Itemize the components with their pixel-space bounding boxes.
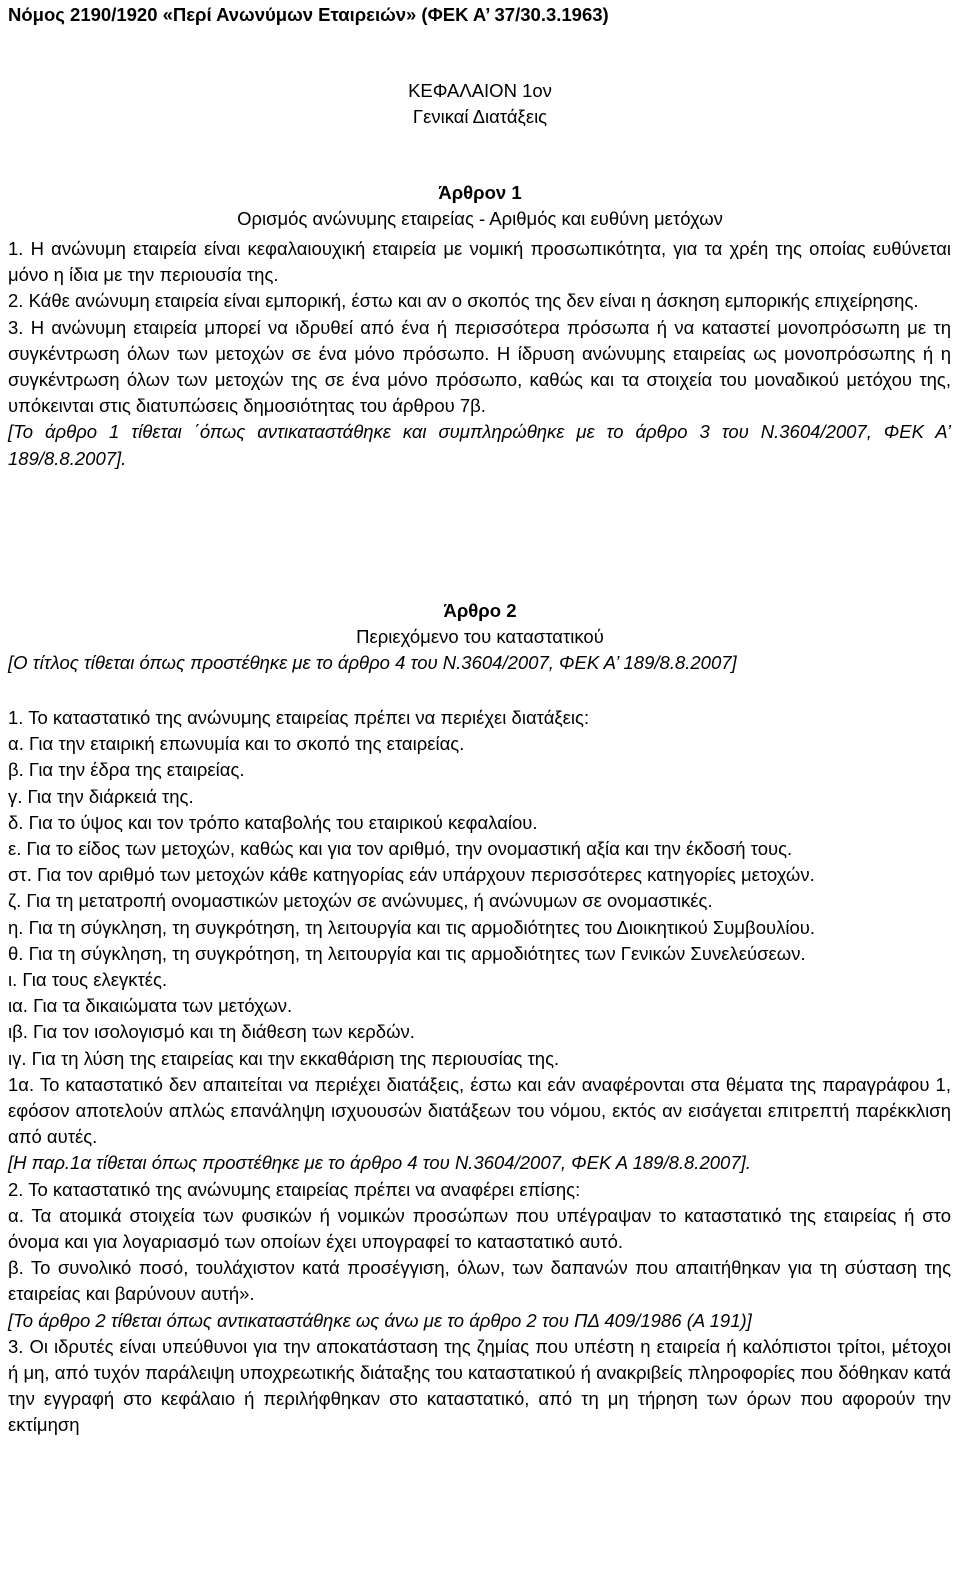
list-item: β. Για την έδρα της εταιρείας. bbox=[8, 759, 245, 781]
article-2-body bbox=[8, 705, 951, 1439]
article-2-paragraph-1-intro: 1. Το καταστατικό της ανώνυμης εταιρείας πρέπει να περιέχει διατάξεις: bbox=[8, 707, 590, 728]
article-1-subtitle: Ορισμός ανώνυμης εταιρείας - Αριθμός και ευθύνη μετόχων bbox=[237, 208, 723, 229]
article-1-paragraph-1: 1. Η ανώνυμη εταιρεία είναι κεφαλαιουχική εταιρεία με νομική προσωπικότητα, για τα χρέη της οποίας ευθύνεται μόνο η ίδια με την περιουσία της. bbox=[8, 238, 951, 286]
article-2-subtitle: Περιεχόμενο του καταστατικού bbox=[356, 626, 604, 647]
article-1-amendment-note: [Το άρθρο 1 τίθεται ΄όπως αντικαταστάθηκε και συμπληρώθηκε με το άρθρο 3 του Ν.3604/2007, ΦΕΚ Α’ 189/8.8.2007]. bbox=[8, 421, 951, 469]
document-title: Νόμος 2190/1920 «Περί Ανωνύμων Εταιρειών» (ΦΕΚ Α’ 37/30.3.1963) bbox=[8, 4, 609, 25]
list-item: γ. Για την διάρκειά της. bbox=[8, 785, 194, 807]
list-item: η. Για τη σύγκληση, τη συγκρότηση, τη λειτουργία και τις αρμοδιότητες του Διοικητικού Συμβουλίου. bbox=[8, 916, 816, 938]
article-1-paragraph-2: 2. Κάθε ανώνυμη εταιρεία είναι εμπορική, έστω και αν ο σκοπός της δεν είναι η άσκηση εμπορικής επιχείρησης. bbox=[8, 290, 919, 312]
list-item: ε. Για το είδος των μετοχών, καθώς και για τον αριθμό, την ονομαστική αξία και την έκδοσή τους. bbox=[8, 838, 793, 860]
article-1-heading: Άρθρον 1 bbox=[438, 182, 522, 203]
list-item: ιβ. Για τον ισολογισμό και τη διάθεση των κερδών. bbox=[8, 1021, 415, 1043]
article-1-body bbox=[8, 236, 951, 472]
article-2-paragraph-1a-note: [Η παρ.1α τίθεται όπως προστέθηκε με το άρθρο 4 του Ν.3604/2007, ΦΕΚ Α 189/8.8.2007]. bbox=[8, 1152, 751, 1174]
article-2-paragraph-1a: 1α. Το καταστατικό δεν απαιτείται να περιέχει διατάξεις, έστω και εάν αναφέρονται στα θέματα της παραγράφου 1, εφόσον αποτελούν απλώς επανάληψη ισχυουσών διατάξεων του νόμου, εκτός αν εισάγεται επιτρεπτή παρέκκλιση από αυτές. bbox=[8, 1073, 951, 1148]
article-2-heading: Άρθρο 2 bbox=[443, 600, 517, 621]
article-2-amendment-note: [Το άρθρο 2 τίθεται όπως αντικαταστάθηκε ως άνω με το άρθρο 2 του ΠΔ 409/1986 (Α 191)] bbox=[8, 1309, 752, 1331]
article-2-paragraph-2-intro: 2. Το καταστατικό της ανώνυμης εταιρείας πρέπει να αναφέρει επίσης: bbox=[8, 1178, 581, 1200]
list-item: θ. Για τη σύγκληση, τη συγκρότηση, τη λειτουργία και τις αρμοδιότητες των Γενικών Συνελεύσεων. bbox=[8, 942, 806, 964]
list-item: στ. Για τον αριθμό των μετοχών κάθε κατηγορίας εάν υπάρχουν περισσότερες κατηγορίες μετοχών. bbox=[8, 864, 815, 886]
list-item: ια. Για τα δικαιώματα των μετόχων. bbox=[8, 995, 293, 1017]
article-2-paragraph-3: 3. Οι ιδρυτές είναι υπεύθυνοι για την αποκατάσταση της ζημίας που υπέστη η εταιρεία ή καλόπιστοι τρίτοι, μέτοχοι ή μη, από τυχόν παράλειψη υποχρεωτικής διάταξης του καταστατικού ή ανακριβείς πληροφορίες που δόθηκαν κατά την εγγραφή στο κεφάλαιο ή περιλήφθηκαν στο καταστατικό, από τη μη τήρηση των όρων που αφορούν την εκτίμηση bbox=[8, 1335, 951, 1436]
article-2-title-note: [Ο τίτλος τίθεται όπως προστέθηκε με το άρθρο 4 του Ν.3604/2007, ΦΕΚ Α’ 189/8.8.2007] bbox=[8, 652, 737, 673]
list-item: δ. Για το ύψος και τον τρόπο καταβολής του εταιρικού κεφαλαίου. bbox=[8, 811, 538, 833]
list-item: ι. Για τους ελεγκτές. bbox=[8, 969, 168, 991]
chapter-subheading: Γενικαί Διατάξεις bbox=[412, 106, 548, 127]
chapter-heading: ΚΕΦΑΛΑΙΟΝ 1ον bbox=[408, 80, 552, 101]
list-item: ζ. Για τη μετατροπή ονομαστικών μετοχών σε ανώνυμες, ή ανώνυμων σε ονομαστικές. bbox=[8, 890, 713, 912]
list-item: α. Τα ατομικά στοιχεία των φυσικών ή νομικών προσώπων που υπέγραψαν το καταστατικό της εταιρείας ή στο όνομα και για λογαριασμό των οποίων έχει υπογραφεί το καταστατικό αυτό. bbox=[8, 1204, 951, 1253]
list-item: β. Το συνολικό ποσό, τουλάχιστον κατά προσέγγιση, όλων, των δαπανών που απαιτήθηκαν για τη σύσταση της εταιρείας και βαρύνουν αυτή». bbox=[8, 1257, 951, 1305]
article-1-paragraph-3: 3. Η ανώνυμη εταιρεία μπορεί να ιδρυθεί από ένα ή περισσότερα πρόσωπα ή να καταστεί μονοπρόσωπη με τη συγκέντρωση όλων των μετοχών σε ένα μόνο πρόσωπο. Η ίδρυση ανώνυμης εταιρείας ως μονοπρόσωπης ή η συγκέντρωση όλων των μετοχών της σε ένα μόνο πρόσωπο, καθώς και τα στοιχεία του μοναδικού μετόχου της, υπόκεινται στις διατυπώσεις δημοσιότητας του άρθρου 7β. bbox=[8, 316, 951, 417]
list-item: α. Για την εταιρική επωνυμία και το σκοπό της εταιρείας. bbox=[8, 733, 465, 755]
article-2-title-note-block bbox=[8, 650, 951, 676]
list-item: ιγ. Για τη λύση της εταιρείας και την εκκαθάριση της περιουσίας της. bbox=[8, 1047, 560, 1069]
